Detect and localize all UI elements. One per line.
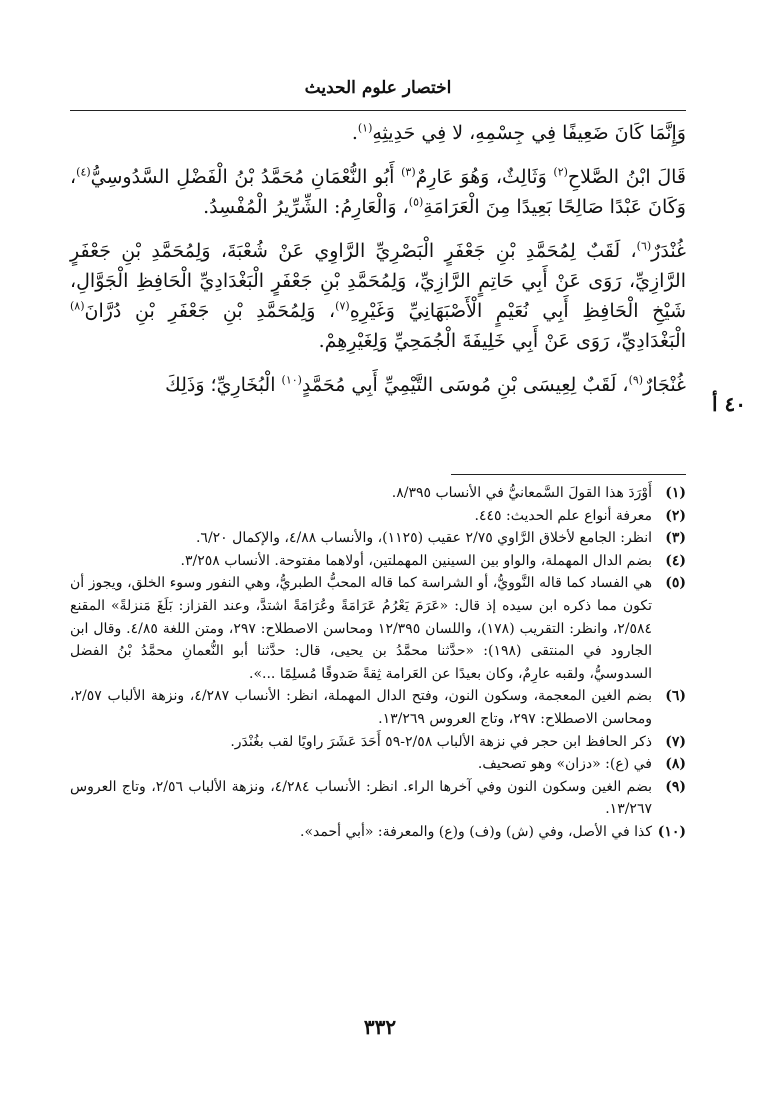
paragraph-3 [70, 236, 686, 356]
p4-text: ، لَقَبٌ لِعِيسَى بْنِ مُوسَى التَّيْمِيِّ أَبِي مُحَمَّدٍ [301, 374, 629, 396]
footnote-text: ذكر الحافظ ابن حجر في نزهة الألباب ٢/٥٨-٥٩ أَحَدَ عَشَرَ راويًا لقب بغُنْدَر. [230, 733, 652, 750]
footnote-number: (٣) [665, 530, 686, 547]
p2-text: وَثَالِثٌ، وَهُوَ عَارِمٌ [415, 166, 554, 188]
footnote [70, 753, 686, 776]
footnote-number: (٧) [665, 733, 686, 750]
p2-text: ، وَكَانَ عَبْدًا صَالِحًا بَعِيدًا مِنَ الْعَرَامَةِ [70, 166, 686, 218]
footnote-number: (١) [665, 485, 686, 501]
p2-text: قَالَ ابْنُ الصَّلاحِ [567, 166, 687, 188]
p2-text: أَبُو النُّعْمَانِ مُحَمَّدُ بْنُ الْفَضْلِ السَّدُوسِيُّ [90, 166, 402, 188]
paragraph-2 [70, 162, 686, 222]
footnote-ref: (٩) [628, 373, 644, 387]
footnote-text: بضم الدال المهملة، والواو بين السينين المهملتين، أولاهما مفتوحة. الأنساب ٣/٢٥٨. [180, 552, 652, 569]
footnote [70, 731, 686, 754]
p3-text: ، وَلِمُحَمَّدِ بْنِ جَعْفَرِ بْنِ دُرَّانَ [84, 300, 336, 322]
footnote [70, 550, 686, 573]
page-number: ٣٣٢ [363, 1015, 397, 1039]
footnote-text: أَوْرَدَ هذا القولَ السَّمعانيُّ في الأنساب ٨/٣٩٥. [391, 485, 652, 501]
footnote-divider [451, 474, 686, 475]
footnote-ref: (٨) [70, 299, 85, 313]
footnote [70, 685, 686, 730]
p2-text: ، وَالْعَارِمُ: الشِّرِّيرُ الْمُفْسِدُ. [203, 196, 409, 218]
footnote-text: بضم الغين وسكون النون وفي آخرها الراء. انظر: الأنساب ٤/٢٨٤، ونزهة الألباب ٢/٥٦، وتاج العروس ١٣/٢٦٧. [70, 778, 653, 818]
footnote-ref: (٧) [335, 299, 350, 313]
footnote [70, 776, 686, 821]
footnote-number: (٦) [665, 688, 686, 705]
footnote-number: (٤) [665, 552, 686, 569]
footnote-text: هي الفساد كما قاله النَّوويُّ، أو الشراسة كما قاله المحبُّ الطبريُّ، وهي النفور وسوء الخلق، ويجوز أن تكون مما ذكره ابن سيده إذ قال: «عَرَمَ يَعْرُمُ عَرَامَةً وعُرَامَةً اشتدَّ، وعند القزاز: بَلَغَ مَنزلةً» المقنع ٢/٥٨٤، وانظر: التقريب (١٧٨)، واللسان ١٢/٣٩٥ ومحاسن الاصطلاح: ٢٩٧، ومتن اللغة ٤/٨٥. وقال ابن الجارود في المنتقى (١٩٨): «حدَّثنا محمَّدُ بن يحيى، قال: حدَّثنا أبو النُّعمانِ محمَّدُ بْنُ الفضل السدوسيُّ، ولقبه عارِمٌ، وكان بعيدًا عن العَرامة ثِقةً صَدوقًا مُسلِمًا ...». [70, 575, 653, 682]
footnote-ref: (٦) [636, 239, 652, 253]
footnote [70, 572, 686, 685]
footnote [70, 482, 686, 505]
footnote [70, 527, 686, 550]
footnote-number: (٨) [665, 756, 686, 773]
p4-text: الْبُخَارِيِّ؛ وَذَلِكَ [165, 374, 282, 396]
p3-text: غُنْدَرٌ [651, 240, 686, 262]
paragraph-1 [70, 118, 686, 148]
footnote-ref: (٢) [553, 165, 568, 179]
main-text [70, 118, 686, 400]
p3-text: ، لَقَبٌ لِمُحَمَّدِ بْنِ جَعْفَرٍ الْبَصْرِيِّ الرَّاوِي عَنْ شُعْبَةَ، وَلِمُحَمَّدِ بْنِ جَعْفَرٍ الرَّازِيِّ، رَوَى عَنْ أَبِي حَاتِمٍ الرَّازِيِّ، وَلِمُحَمَّدِ بْنِ جَعْفَرٍ الْبَغْدَادِيِّ الْحَافِظِ الْجَوَّالِ، شَيْخِ الْحَافِظِ أَبِي نُعَيْمٍ الْأَصْبَهَانِيِّ وَغَيْرِهِ [70, 240, 686, 322]
footnote-text: بضم الغين المعجمة، وسكون النون، وفتح الدال المهملة، انظر: الأنساب ٤/٢٨٧، ونزهة الألباب ٢/٥٧، ومحاسن الاصطلاح: ٢٩٧، وتاج العروس ١٣/٢٦٩. [70, 688, 653, 727]
footnote-ref: (١) [357, 121, 373, 135]
footnote-text: معرفة أنواع علم الحديث: ٤٤٥. [474, 507, 652, 524]
footnote-number: (٢) [665, 507, 686, 524]
footnotes [70, 482, 686, 844]
footnote-ref: (٣) [401, 165, 416, 179]
footnote-number: (٥) [665, 575, 686, 592]
footnote-number: (١٠) [657, 823, 686, 840]
footnote-text: في (ع): «دزان» وهو تصحيف. [477, 756, 652, 773]
margin-folio-note: ٤٠ أ [712, 392, 747, 416]
footnote-text: انظر: الجامع لأخلاق الرَّاوي ٢/٧٥ عقيب (١١٢٥)، والأنساب ٤/٨٨، والإكمال ٦/٢٠. [195, 530, 652, 547]
p4-text: غُنْجَارٌ [643, 374, 686, 396]
running-header: اختصار علوم الحديث [304, 78, 452, 98]
footnote [70, 505, 686, 528]
footnote-text: كذا في الأصل، وفي (ش) و(ف) و(ع) والمعرفة: «أبي أحمد». [300, 823, 652, 840]
header-divider [70, 110, 686, 111]
paragraph-4 [70, 370, 686, 400]
footnote-ref: (٤) [76, 165, 91, 179]
p1-tail: . [351, 122, 358, 144]
p1-text: وَإِنَّمَا كَانَ ضَعِيفًا فِي جِسْمِهِ، لا فِي حَدِيثِهِ [372, 122, 686, 144]
footnote-ref: (١٠) [281, 373, 302, 387]
footnote [70, 821, 686, 844]
p3-text: الْبَغْدَادِيِّ، رَوَى عَنْ أَبِي خَلِيفَةَ الْجُمَحِيِّ وَلِغَيْرِهِمْ. [318, 330, 686, 352]
footnote-number: (٩) [665, 778, 686, 795]
footnote-ref: (٥) [408, 195, 424, 209]
